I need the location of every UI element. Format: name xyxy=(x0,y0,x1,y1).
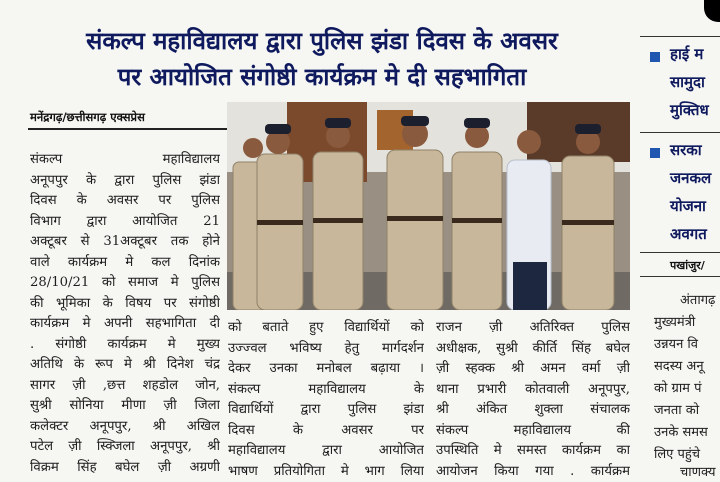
sidebar-body-line: अंतागढ़ xyxy=(680,290,715,311)
sidebar-body-line: को ग्राम पं xyxy=(654,378,701,399)
column-line: भाषण प्रतियोगिता मे भाग लिया xyxy=(228,462,424,482)
dateline: मनेंद्रगढ़/छत्तीसगढ़ एक्सप्रेस xyxy=(30,110,145,125)
column-line: अनूपपुर के द्वारा पुलिस झंडा xyxy=(30,171,220,192)
article-column-1 xyxy=(30,150,220,478)
column-line: . संगोष्ठी कार्यक्रम मे मुख्य xyxy=(30,335,220,356)
column-line: पटेल ज़ी स्क्जिला अनूपपुर, श्री xyxy=(30,437,220,458)
sidebar-body-line: सदस्य अनू xyxy=(654,356,704,377)
column-line: संकल्प महाविद्यालय के xyxy=(228,380,424,401)
sidebar-divider xyxy=(640,132,720,133)
sidebar-body-line: मुख्यमंत्री xyxy=(654,312,695,333)
column-line: कलेक्टर अनूपपुर, श्री अखिल xyxy=(30,417,220,438)
sidebar-headline-line: जनकल xyxy=(670,168,711,188)
column-line: आयोजन किया गया . कार्यक्रम xyxy=(436,462,630,482)
sidebar-headline-line: सरका xyxy=(670,140,702,160)
sidebar-headline-line: सामुदा xyxy=(670,72,705,92)
column-line: दिवस के अवसर पर xyxy=(228,421,424,442)
column-line: संकल्प महाविद्यालय xyxy=(30,150,220,171)
sidebar-body-line: जनता को xyxy=(654,400,699,421)
column-line: को बताते हुए विद्यार्थियों को xyxy=(228,318,424,339)
page-edge-mark xyxy=(704,0,720,22)
headline-line-1: संकल्प महाविद्यालय द्वारा पुलिस झंडा दिवस के अवसर xyxy=(22,26,622,56)
column-line: विभाग द्वारा आयोजित 21 xyxy=(30,212,220,233)
sidebar-divider xyxy=(640,276,720,277)
bullet-icon xyxy=(650,52,660,62)
bullet-icon xyxy=(650,148,660,158)
column-line: संकल्प महाविद्यालय की xyxy=(436,421,630,442)
column-line: देकर उनका मनोबल बढ़ाया । xyxy=(228,359,424,380)
sidebar-dateline: पखांजुर/ xyxy=(670,258,705,273)
column-line: श्री अंकित शुक्ला संचालक xyxy=(436,400,630,421)
sidebar-body-line: उन्नयन वि xyxy=(654,334,698,355)
column-line: अक्टूबर से 31अक्टूबर तक होने xyxy=(30,232,220,253)
adjacent-news-sidebar xyxy=(640,0,720,480)
sidebar-divider xyxy=(640,252,720,253)
column-line: अतिथि के रूप मे श्री दिनेश चंद्र xyxy=(30,355,220,376)
sidebar-body-line: चाणक्य xyxy=(680,462,716,480)
column-line: वाले कार्यक्रम मे कल दिनांक xyxy=(30,253,220,274)
column-line: विद्यार्थियों द्वारा पुलिस झंडा xyxy=(228,400,424,421)
column-line: उज्ज्वल भविष्य हेतु मार्गदर्शन xyxy=(228,339,424,360)
column-line: दिवस के अवसर पर पुलिस xyxy=(30,191,220,212)
column-line: कार्यक्रम मे अपनी सहभागिता दी xyxy=(30,314,220,335)
sidebar-headline-line: अवगत xyxy=(670,224,707,244)
column-line: महाविद्यालय द्वारा आयोजित xyxy=(228,441,424,462)
column-line: अधीक्षक, सुश्री कीर्ति सिंह बघेल xyxy=(436,339,630,360)
column-line: राजन ज़ी अतिरिक्त पुलिस xyxy=(436,318,630,339)
article-column-2 xyxy=(228,318,424,482)
event-photo xyxy=(227,102,630,310)
sidebar-divider xyxy=(640,36,720,37)
column-line: सागर ज़ी ,छत्त शहडोल जोन, xyxy=(30,376,220,397)
sidebar-body-line: लिए पहुंचे xyxy=(654,444,700,465)
column-line: ज़ी स्हक्क श्री अमन वर्मा ज़ी xyxy=(436,359,630,380)
column-line: सुश्री सोनिया मीणा ज़ी जिला xyxy=(30,396,220,417)
column-line: 28/10/21 को समाज मे पुलिस xyxy=(30,273,220,294)
headline-line-2: पर आयोजित संगोष्ठी कार्यक्रम मे दी सहभागिता xyxy=(22,62,622,92)
sidebar-headline-line: मुक्तिध xyxy=(670,100,709,120)
column-line: की भूमिका के विषय पर संगोष्ठी xyxy=(30,294,220,315)
column-line: उपस्थिति मे समस्त कार्यक्रम का xyxy=(436,441,630,462)
article-column-3 xyxy=(436,318,630,482)
sidebar-headline-line: योजना xyxy=(670,196,706,216)
sidebar-headline-line: हाई म xyxy=(670,44,703,64)
column-line: थाना प्रभारी कोतवाली अनूपपुर, xyxy=(436,380,630,401)
column-line: विक्रम सिंह बघेल ज़ी अग्रणी xyxy=(30,458,220,479)
sidebar-body-line: उनके समस xyxy=(654,422,708,443)
